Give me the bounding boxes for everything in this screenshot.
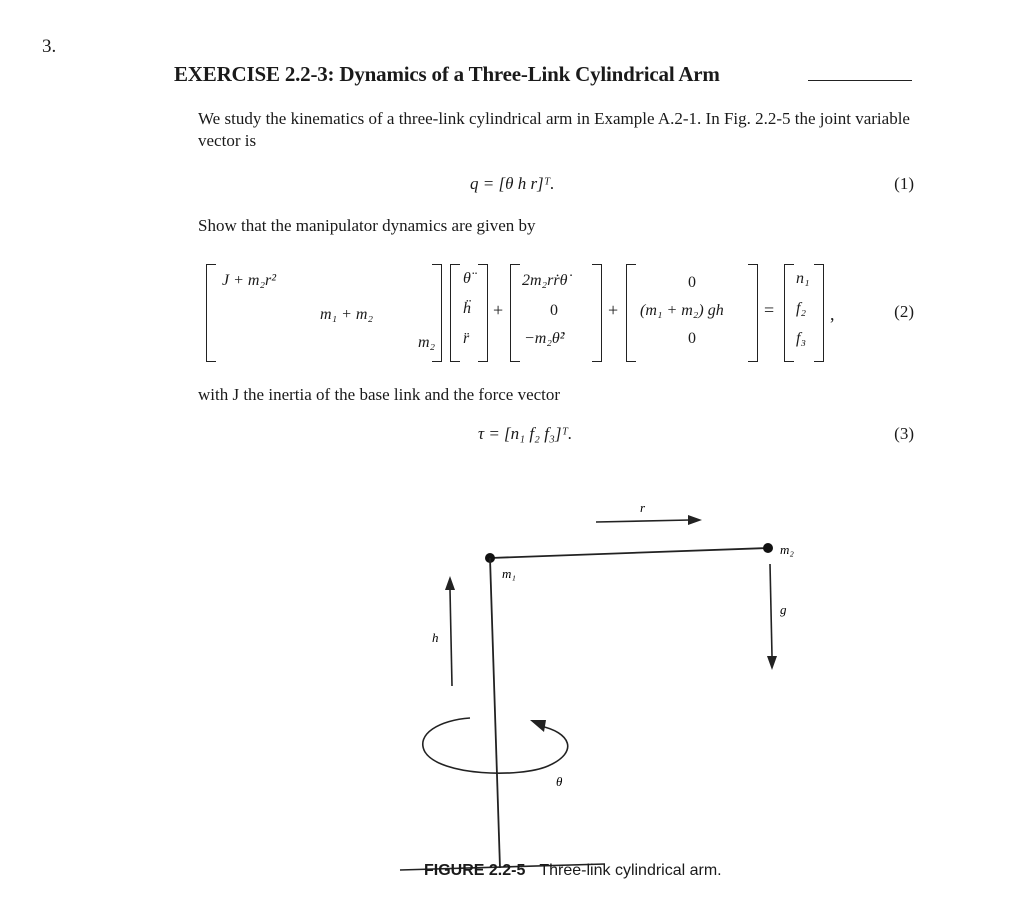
g-label: g bbox=[780, 602, 787, 617]
equation-2 bbox=[206, 264, 846, 360]
equals-sign: = bbox=[764, 300, 775, 320]
coriolis-entry-2: 0 bbox=[550, 302, 558, 319]
m1-label: m₁ bbox=[502, 566, 516, 581]
r-arrow-shaft bbox=[596, 520, 690, 522]
show-paragraph: Show that the manipulator dynamics are given by bbox=[198, 216, 536, 235]
inertia-entry-1: J + m₂r² bbox=[222, 272, 277, 289]
figure-caption bbox=[424, 862, 722, 880]
gravity-entry-3: 0 bbox=[688, 330, 696, 347]
h-arrow-head bbox=[445, 576, 455, 590]
coriolis-vector bbox=[510, 264, 602, 360]
plus-sign-1: + bbox=[493, 300, 504, 320]
accel-entry-3: r̈ bbox=[463, 330, 470, 347]
m2-label: m₂ bbox=[780, 542, 794, 557]
r-label: r bbox=[640, 500, 646, 515]
accel-entry-2: ḧ bbox=[463, 300, 471, 317]
theta-label: θ bbox=[556, 774, 563, 789]
title-rule bbox=[808, 80, 912, 81]
force-entry-2: f₂ bbox=[796, 300, 807, 317]
equation-3: τ = [n₁ f₂ f₃]ᵀ. bbox=[478, 424, 573, 443]
g-arrow-shaft bbox=[770, 564, 772, 656]
accel-entry-1: θ̈ bbox=[463, 270, 471, 287]
force-vector bbox=[784, 264, 824, 360]
inertia-entry-2: m₁ + m₂ bbox=[320, 306, 374, 323]
mass-m2-dot bbox=[763, 543, 773, 553]
coriolis-entry-1: 2m₂rṙθ̇ bbox=[522, 272, 568, 289]
force-entry-3: f₃ bbox=[796, 330, 807, 347]
equation-2-number: (2) bbox=[894, 302, 914, 321]
plus-sign-2: + bbox=[608, 300, 619, 320]
intro-paragraph: We study the kinematics of a three-link cylindrical arm in Example A.2-1. In Fig. 2.2-5 the joint variable vector is bbox=[198, 109, 910, 150]
force-entry-1: n₁ bbox=[796, 270, 810, 287]
h-label: h bbox=[432, 630, 439, 645]
r-arrow-head bbox=[688, 515, 702, 525]
coriolis-entry-3: −m₂θ̇² bbox=[524, 330, 565, 347]
horizontal-link bbox=[490, 548, 768, 558]
inertia-entry-3: m₂ bbox=[418, 334, 436, 351]
equation-1-number: (1) bbox=[894, 174, 914, 193]
figure-caption-text: Three-link cylindrical arm. bbox=[539, 862, 722, 879]
comma: , bbox=[830, 304, 835, 324]
theta-arrow-head bbox=[530, 720, 546, 732]
vertical-post bbox=[490, 558, 500, 868]
cylindrical-arm-figure bbox=[0, 480, 1024, 900]
g-arrow-head bbox=[767, 656, 777, 670]
problem-number: 3. bbox=[42, 36, 57, 57]
inertia-matrix bbox=[206, 264, 442, 360]
gravity-vector bbox=[626, 264, 758, 360]
equation-3-number: (3) bbox=[894, 424, 914, 443]
h-arrow-shaft bbox=[450, 590, 452, 686]
figure-caption-label: FIGURE 2.2-5 bbox=[424, 862, 526, 879]
equation-1: q = [θ h r]ᵀ. bbox=[470, 174, 555, 193]
exercise-title: EXERCISE 2.2-3: Dynamics of a Three-Link Cylindrical Arm bbox=[174, 62, 720, 86]
acceleration-vector bbox=[450, 264, 488, 360]
gravity-entry-2: (m₁ + m₂) gh bbox=[640, 302, 724, 319]
inertia-paragraph: with J the inertia of the base link and the force vector bbox=[198, 385, 561, 404]
gravity-entry-1: 0 bbox=[688, 274, 696, 291]
